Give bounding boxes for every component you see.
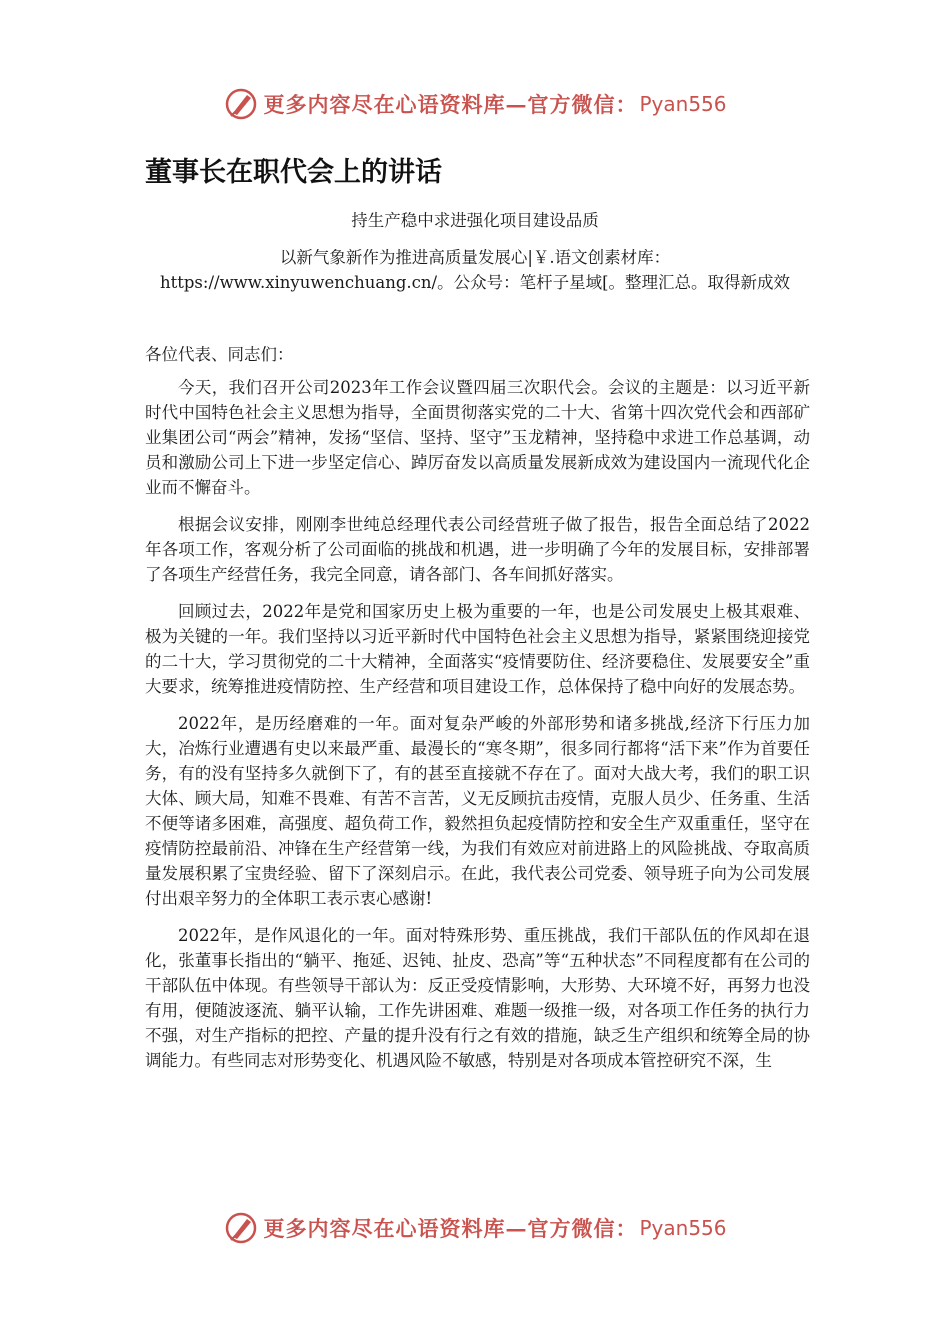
header-banner bbox=[0, 84, 950, 124]
paragraph: 2022年，是作风退化的一年。面对特殊形势、重压挑战，我们干部队伍的作风却在退化，张董事长指出的“躺平、拖延、迟钝、扯皮、恐高”等“五种状态”不同程度都有在公司的干部队伍中体现。有些领导干部认为：反正受疫情影响，大形势、大环境不好，再努力也没有用，便随波逐流、躺平认输，工作先讲困难、难题一级推一级，对各项工作任务的执行力不强，对生产指标的把控、产量的提升没有行之有效的措施，缺乏生产组织和统筹全局的协调能力。有些同志对形势变化、机遇风险不敏感，特别是对各项成本管控研究不深，生 bbox=[145, 926, 810, 1070]
greeting: 各位代表、同志们： bbox=[145, 345, 294, 364]
document-title: 董事长在职代会上的讲话 bbox=[145, 157, 442, 188]
pen-logo-icon bbox=[223, 1210, 259, 1246]
banner-brand-text: 更多内容尽在心语资料库—官方微信： bbox=[263, 92, 638, 117]
banner-wechat-id: Pyan556 bbox=[639, 1216, 727, 1240]
paragraph: 回顾过去，2022年是党和国家历史上极为重要的一年，也是公司发展史上极其艰难、极为关键的一年。我们坚持以习近平新时代中国特色社会主义思想为指导，紧紧围绕迎接党的二十大，学习贯彻党的二十大精神，全面落实“疫情要防住、经济要稳住、发展要安全”重大要求，统筹推进疫情防控、生产经营和项目建设工作，总体保持了稳中向好的发展态势。 bbox=[145, 602, 810, 696]
pen-logo-icon bbox=[223, 86, 259, 122]
paragraph: 今天，我们召开公司2023年工作会议暨四届三次职代会。会议的主题是：以习近平新时代中国特色社会主义思想为指导，全面贯彻落实党的二十大、省第十四次党代会和西部矿业集团公司“两会”精神，发扬“坚信、坚持、坚守”玉龙精神，坚持稳中求进工作总基调，动员和激励公司上下进一步坚定信心、踔厉奋发以高质量发展新成效为建设国内一流现代化企业而不懈奋斗。 bbox=[145, 378, 810, 497]
paragraph: 2022年，是历经磨难的一年。面对复杂严峻的外部形势和诸多挑战,经济下行压力加大，冶炼行业遭遇有史以来最严重、最漫长的“寒冬期”，很多同行都将“活下来”作为首要任务，有的没有坚持多久就倒下了，有的甚至直接就不存在了。面对大战大考，我们的职工识大体、顾大局，知难不畏难、有苦不言苦，义无反顾抗击疫情，克服人员少、任务重、生活不便等诸多困难，高强度、超负荷工作，毅然担负起疫情防控和安全生产双重重任，坚守在疫情防控最前沿、冲锋在生产经营第一线，为我们有效应对前进路上的风险挑战、夺取高质量发展积累了宝贵经验、留下了深刻启示。在此，我代表公司党委、领导班子向为公司发展付出艰辛努力的全体职工表示衷心感谢! bbox=[145, 714, 810, 908]
paragraph: 根据会议安排，刚刚李世纯总经理代表公司经营班子做了报告，报告全面总结了2022年各项工作，客观分析了公司面临的挑战和机遇，进一步明确了今年的发展目标，安排部署了各项生产经营任务，我完全同意，请各部门、各车间抓好落实。 bbox=[145, 515, 810, 584]
document-subtitle: 持生产稳中求进强化项目建设品质 bbox=[351, 211, 599, 230]
document-body bbox=[145, 342, 810, 1085]
footer-banner bbox=[0, 1208, 950, 1248]
banner-brand-text: 更多内容尽在心语资料库—官方微信： bbox=[263, 1216, 638, 1241]
banner-wechat-id: Pyan556 bbox=[639, 92, 727, 116]
document-subtitle-2: 以新气象新作为推进高质量发展心|￥.语文创素材库：https://www.xinyuwenchuang.cn/。公众号：笔杆子星域[。整理汇总。取得新成效 bbox=[159, 248, 791, 292]
